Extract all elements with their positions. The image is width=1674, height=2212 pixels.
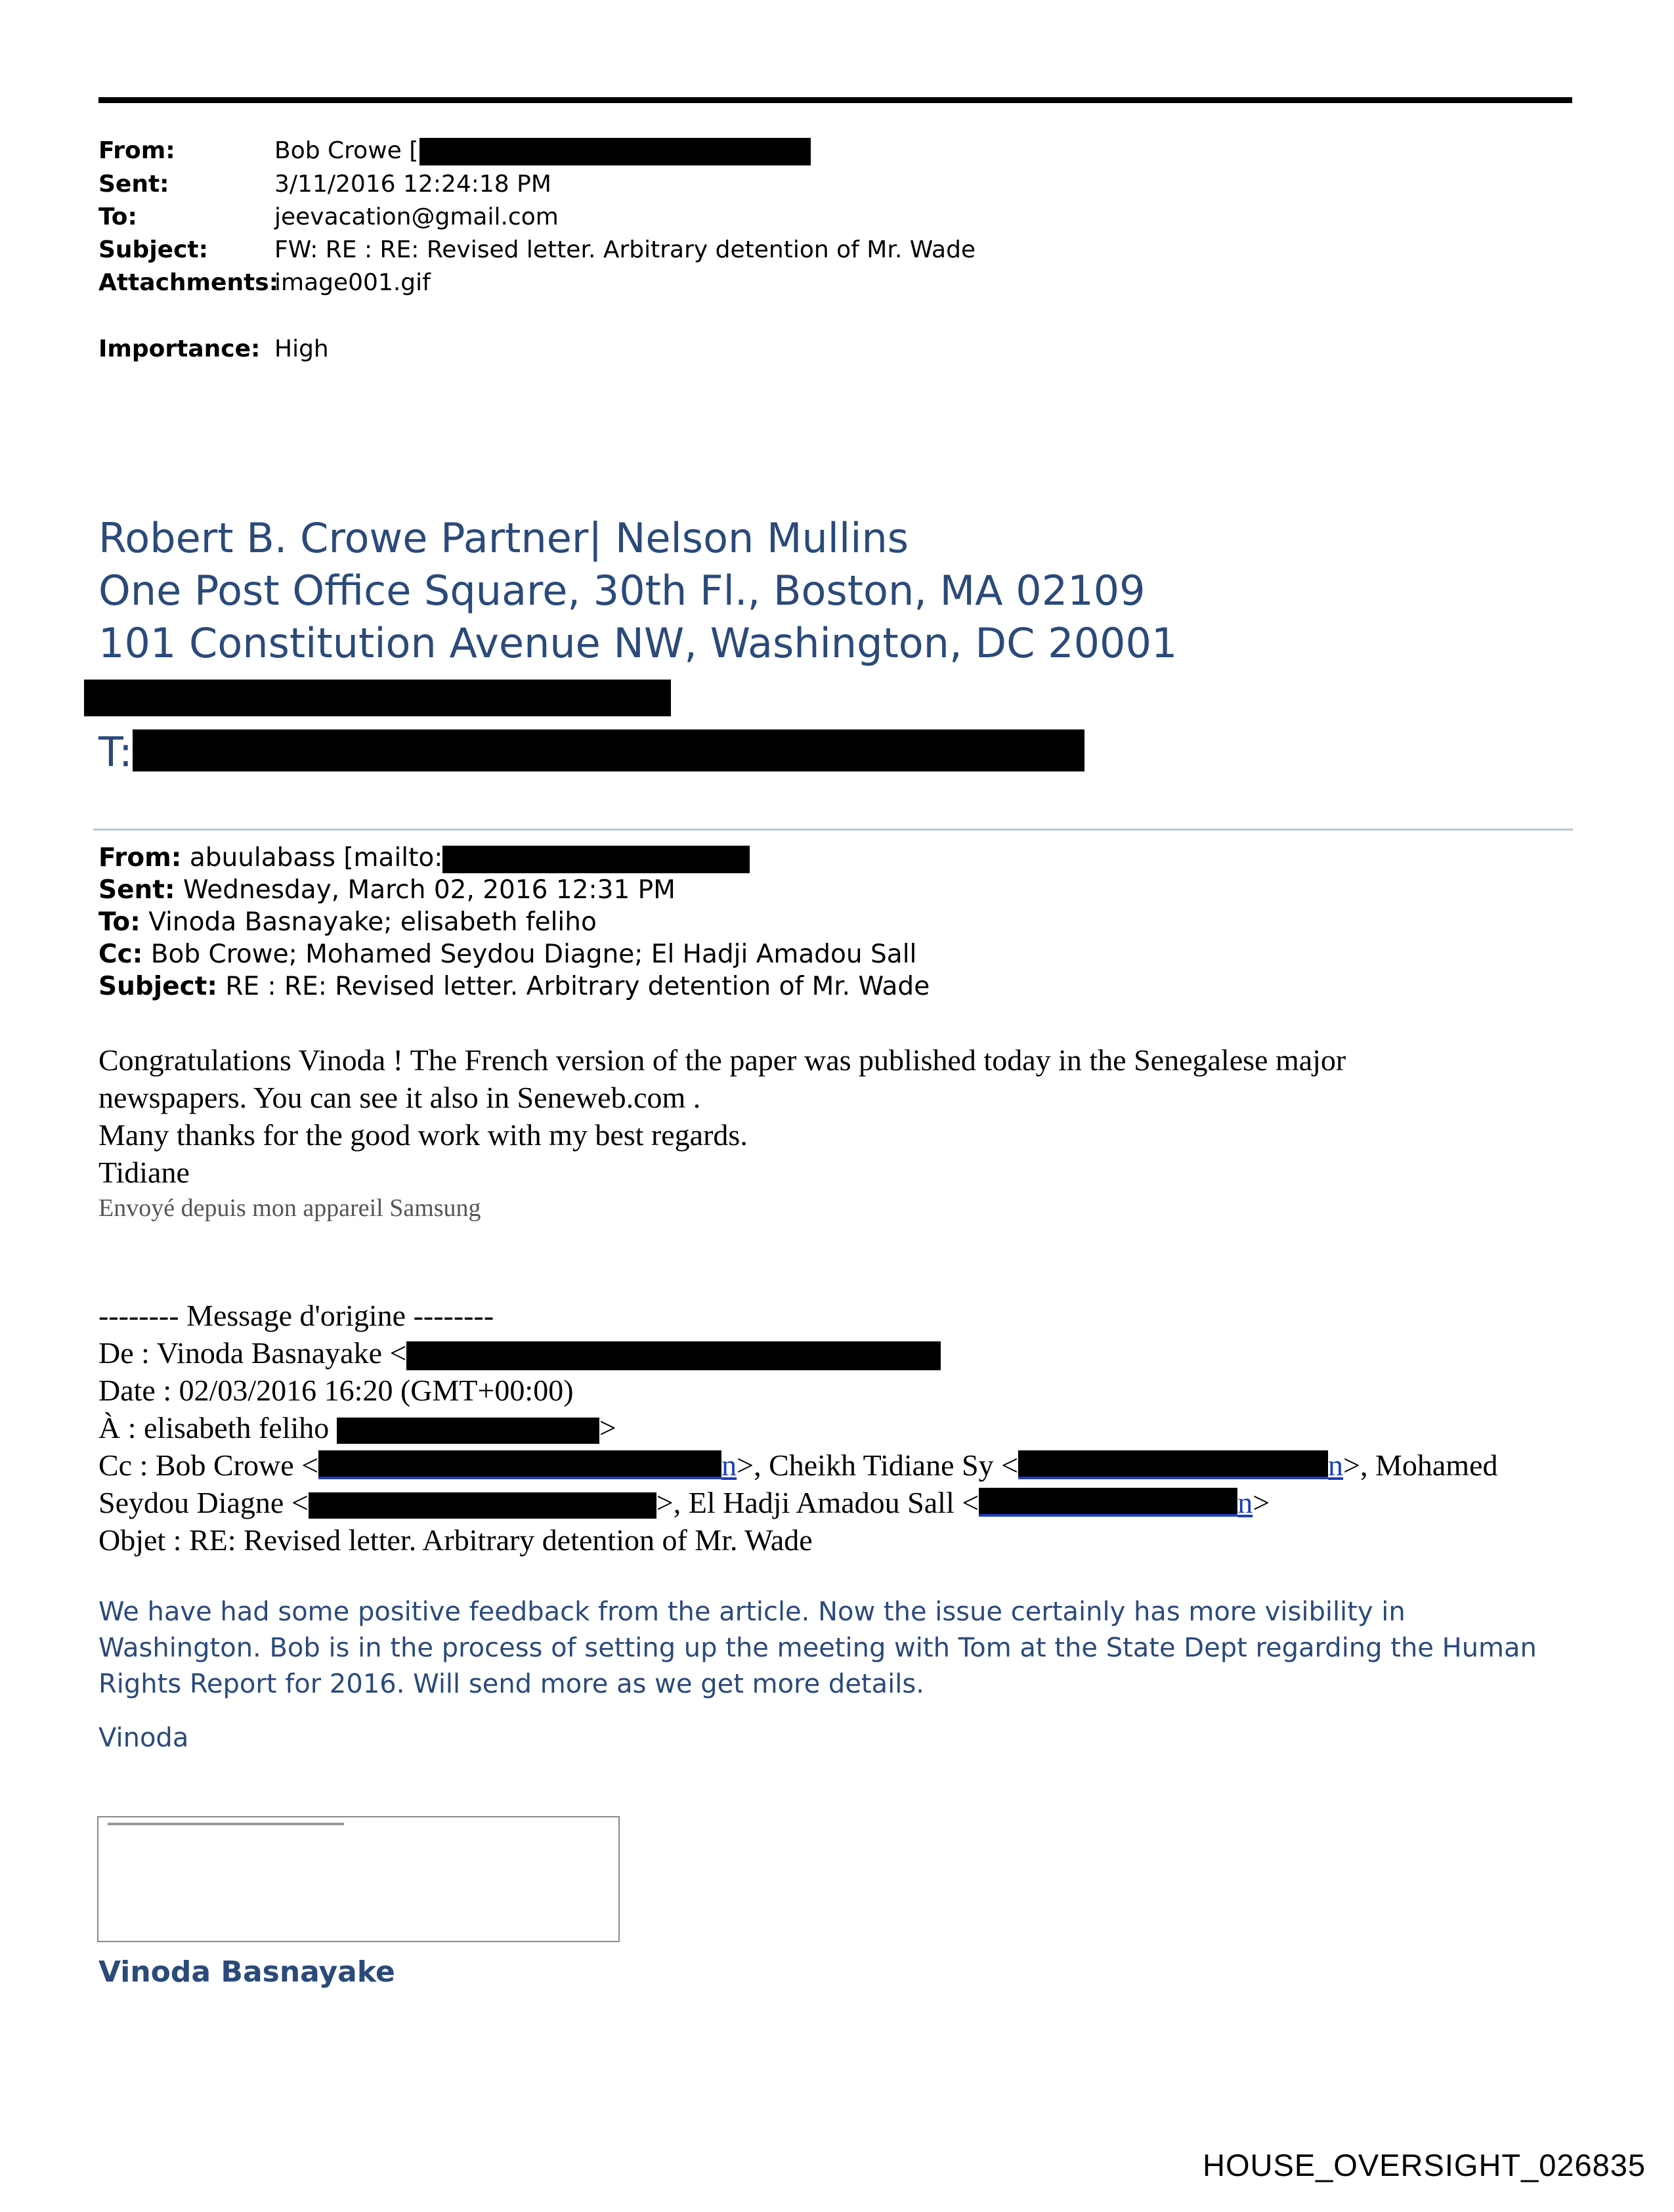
subject-value: FW: RE : RE: Revised letter. Arbitrary detention of Mr. Wade [274,236,976,263]
email-link-redacted[interactable] [1018,1450,1328,1479]
from-value: Bob Crowe [ [274,137,419,164]
phone-label: T: [98,728,133,776]
fwd-sent-row [98,874,676,906]
header-attachments-row [98,267,431,299]
email-link-tail[interactable]: n [1237,1486,1253,1519]
original-cc-mid: >, Mohamed [1343,1448,1498,1482]
original-de-row [98,1334,941,1372]
header-sent-row [98,168,551,201]
original-cc-row-2 [98,1484,1270,1521]
original-cc-start: Cc : Bob Crowe < [98,1448,319,1482]
message-line-1: Congratulations Vinoda ! The French version of the paper was published today in the Senegalese major [98,1043,1346,1077]
original-objet: Objet : RE: Revised letter. Arbitrary detention of Mr. Wade [98,1523,813,1557]
reply-body: We have had some positive feedback from the article. Now the issue certainly has more visibility in Washington. Bob is in the process of setting up the meeting with Tom at the State Dept regarding the Human Rights Report for 2016. Will send more as we get more details. [98,1597,1537,1699]
fwd-from-value: abuulabass [mailto: [189,843,443,873]
attachments-value: image001.gif [274,269,431,296]
redaction [337,1418,599,1444]
broken-image-text [108,1823,344,1825]
fwd-sent-value: Wednesday, March 02, 2016 12:31 PM [182,875,676,905]
signature-line-3: 101 Constitution Avenue NW, Washington, DC 20001 [98,619,1178,667]
original-divider: -------- Message d'origine -------- [98,1299,494,1332]
header-from-row [98,135,811,167]
importance-value: High [274,336,329,362]
fwd-cc-value: Bob Crowe; Mohamed Seydou Diagne; El Hadji Amadou Sall [150,940,917,969]
fwd-subject-row [98,970,930,1003]
redaction [419,138,811,165]
email-link-redacted[interactable] [318,1450,721,1479]
to-label: To: [98,204,137,230]
redaction [133,729,1084,771]
fwd-cc-row [98,938,916,970]
signature-line-2: One Post Office Square, 30th Fl., Boston, MA 02109 [98,567,1146,615]
signature-image-placeholder [97,1816,620,1942]
angle-bracket: > [1253,1486,1270,1519]
fwd-subject-value: RE : RE: Revised letter. Arbitrary detention of Mr. Wade [225,972,930,1001]
redaction [309,1492,656,1519]
sent-from-device: Envoyé depuis mon appareil Samsung [98,1194,481,1222]
redaction [84,680,671,716]
original-date: Date : 02/03/2016 16:20 (GMT+00:00) [98,1374,574,1407]
sent-value: 3/11/2016 12:24:18 PM [274,171,551,198]
email-link-tail[interactable]: n [721,1448,737,1482]
sent-label: Sent: [98,171,169,198]
signature-line-1: Robert B. Crowe Partner| Nelson Mullins [98,514,909,562]
original-cc-line2-start: Seydou Diagne < [98,1486,309,1519]
fwd-from-row [98,842,750,874]
fwd-from-label: From: [98,843,182,873]
fwd-to-label: To: [98,907,140,937]
redaction [442,846,750,873]
original-cc-row-1 [98,1446,1498,1484]
to-value: jeevacation@gmail.com [274,204,559,230]
email-link-redacted[interactable] [979,1488,1237,1517]
angle-bracket: > [599,1411,616,1444]
original-cc-mid: >, El Hadji Amadou Sall < [656,1486,979,1519]
original-a-row [98,1409,616,1446]
redaction [406,1341,941,1370]
subject-label: Subject: [98,236,209,263]
reply-sign: Vinoda [98,1723,189,1753]
importance-label: Importance: [98,336,261,362]
fwd-sent-label: Sent: [98,875,175,905]
fwd-cc-label: Cc: [98,940,143,969]
top-rule [98,97,1572,103]
message-line-3: Many thanks for the good work with my best regards. [98,1118,748,1152]
original-de: De : Vinoda Basnayake < [98,1336,407,1370]
message-line-2: newspapers. You can see it also in Seneweb.com . [98,1081,701,1114]
header-subject-row [98,234,976,267]
from-label: From: [98,137,175,164]
header-to-row [98,201,559,234]
original-a: À : elisabeth feliho [98,1411,330,1444]
fwd-subject-label: Subject: [98,972,217,1001]
signature-phone-row [98,726,1084,779]
attachments-label: Attachments: [98,269,279,296]
header-importance-row [98,333,329,366]
fwd-to-value: Vinoda Basnayake; elisabeth feliho [148,907,597,937]
email-link-tail[interactable]: n [1328,1448,1344,1482]
signer-name: Vinoda Basnayake [98,1955,395,1989]
message-line-4: Tidiane [98,1156,190,1189]
fwd-to-row [98,906,597,938]
separator-rule [93,829,1573,831]
bates-number: HOUSE_OVERSIGHT_026835 [1203,2148,1646,2182]
original-cc-mid: >, Cheikh Tidiane Sy < [737,1448,1019,1482]
